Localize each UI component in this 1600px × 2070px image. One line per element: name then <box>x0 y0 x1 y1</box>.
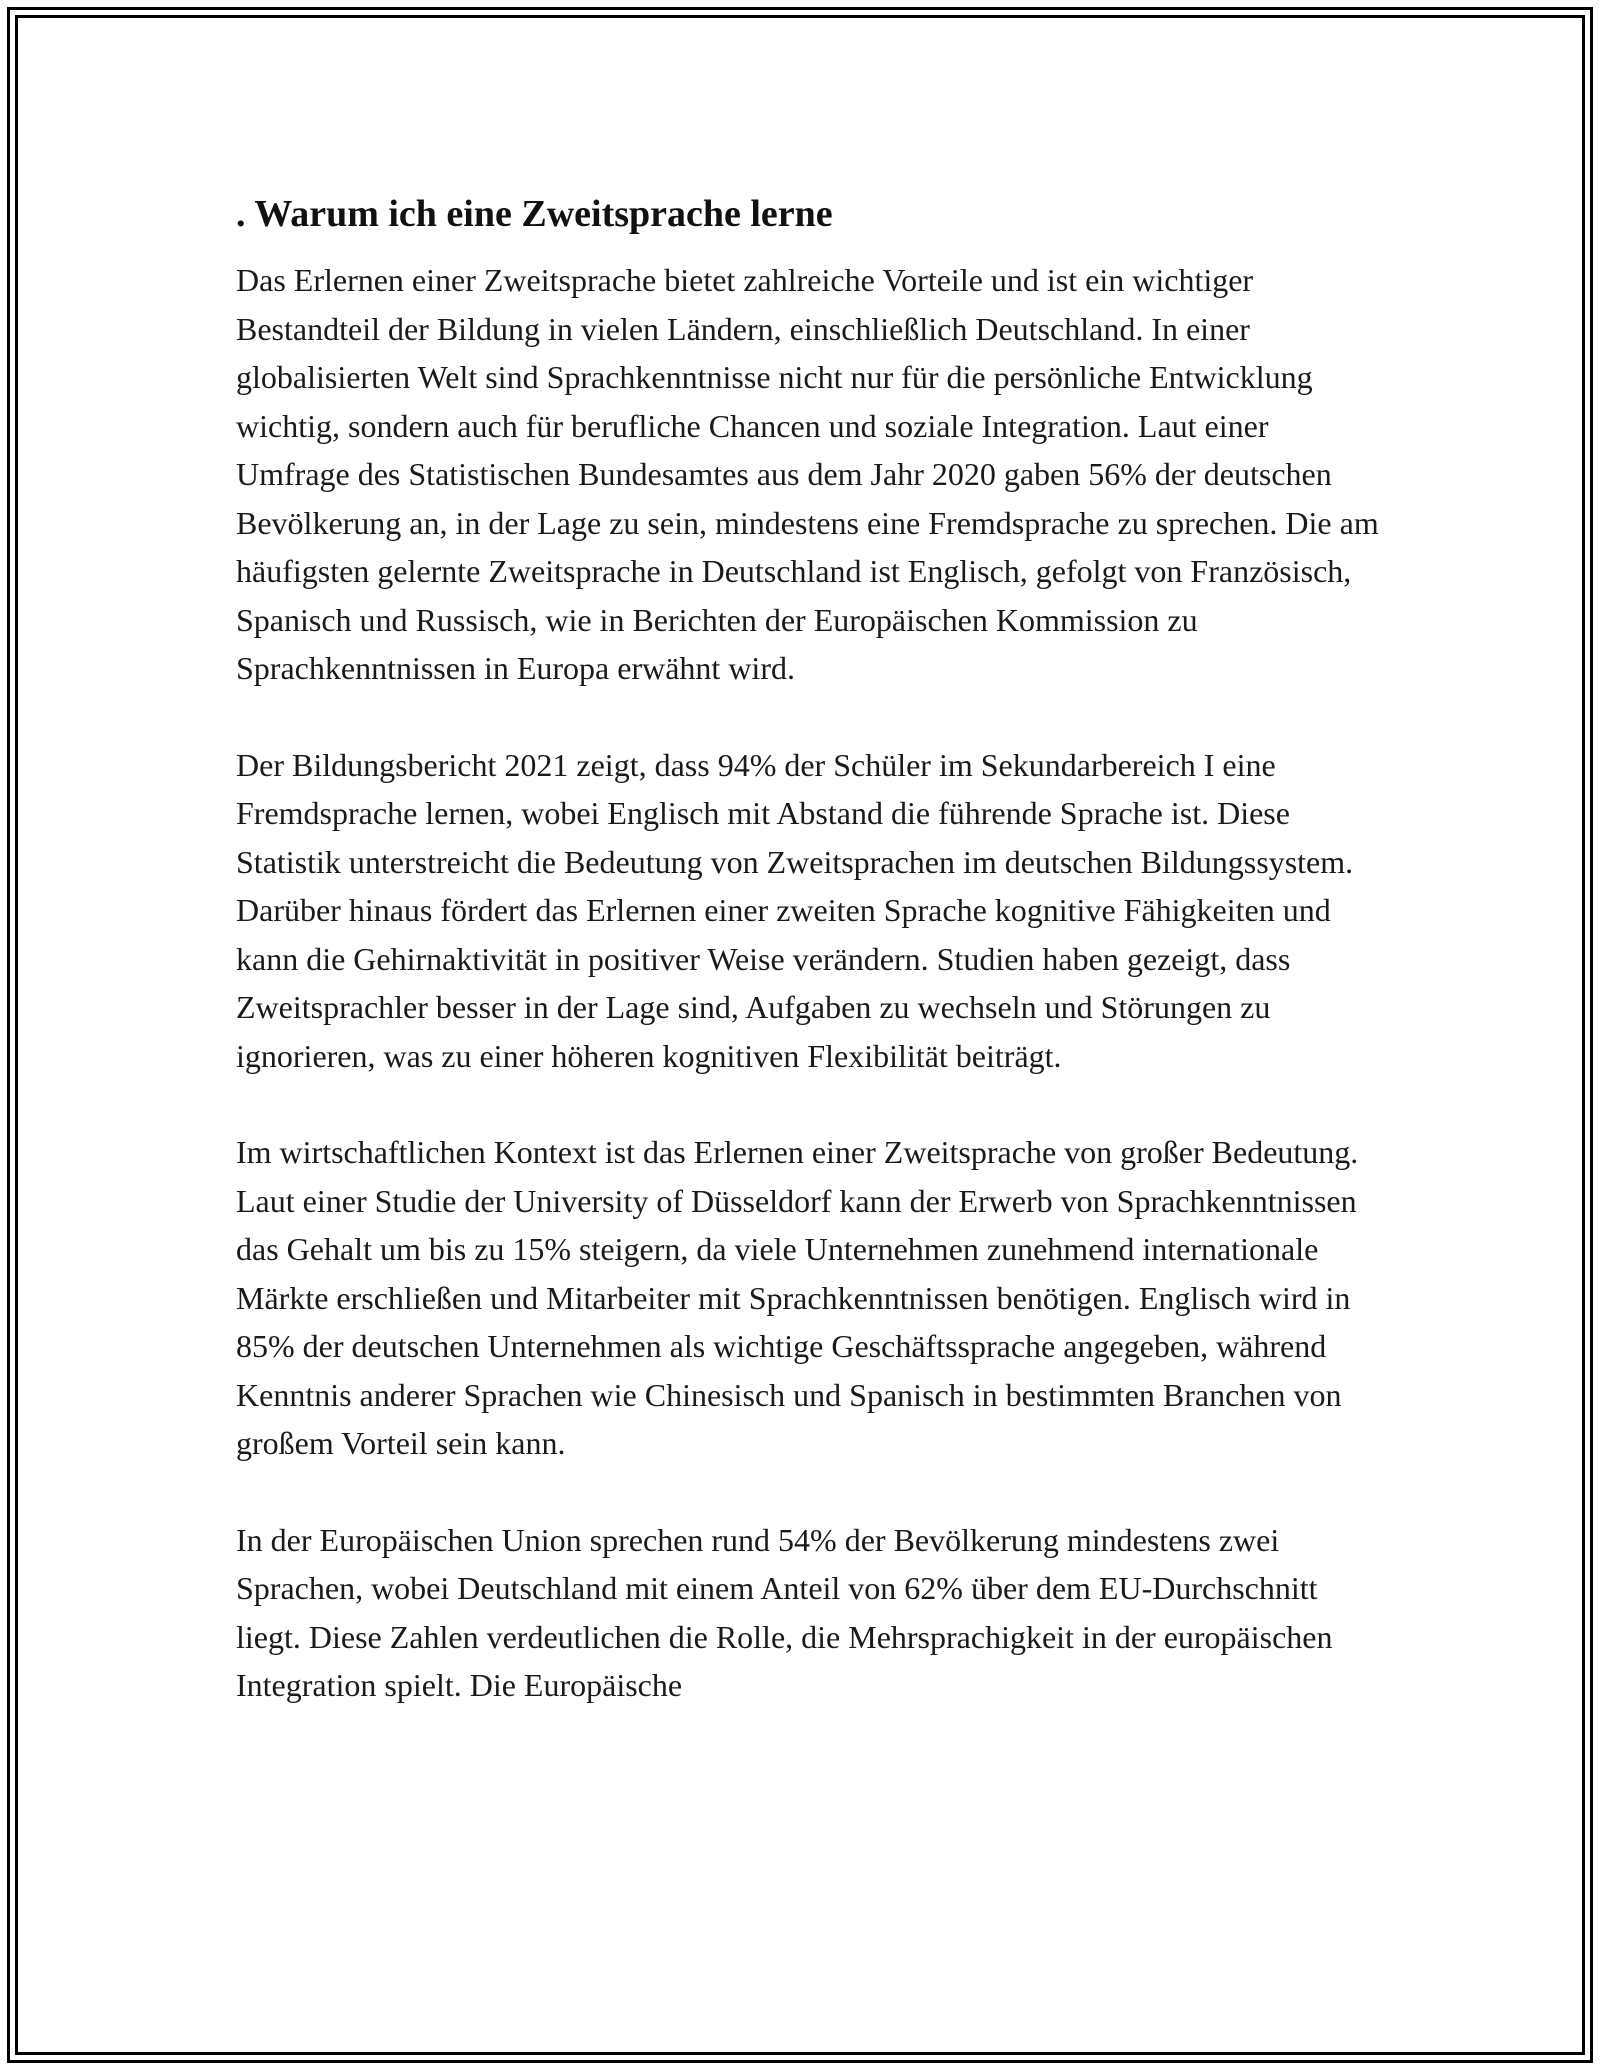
paragraph-3: Im wirtschaftlichen Kontext ist das Erlernen einer Zweitsprache von großer Bedeutung. Laut einer Studie der University of Düsseldorf kann der Erwerb von Sprachkenntnissen das Gehalt um bis zu 15% steigern, da viele Unternehmen zunehmend internationale Märkte erschließen und Mitarbeiter mit Sprachkenntnissen benötigen. Englisch wird in 85% der deutschen Unternehmen als wichtige Geschäftssprache angegeben, während Kenntnis anderer Sprachen wie Chinesisch und Spanisch in bestimmten Branchen von großem Vorteil sein kann. <box>236 1134 1359 1461</box>
paragraph-4: In der Europäischen Union sprechen rund 54% der Bevölkerung mindestens zwei Sprachen, wobei Deutschland mit einem Anteil von 62% über dem EU-Durchschnitt liegt. Diese Zahlen verdeutlichen die Rolle, die Mehrsprachigkeit in der europäischen Integration spielt. Die Europäische <box>236 1521 1333 1703</box>
paragraph-2: Der Bildungsbericht 2021 zeigt, dass 94% der Schüler im Sekundarbereich I eine Fremdsprache lernen, wobei Englisch mit Abstand die führende Sprache ist. Diese Statistik unterstreicht die Bedeutung von Zweitsprachen im deutschen Bildungssystem. Darüber hinaus fördert das Erlernen einer zweiten Sprache kognitive Fähigkeiten und kann die Gehirnaktivität in positiver Weise verändern. Studien haben gezeigt, dass Zweitsprachler besser in der Lage sind, Aufgaben zu wechseln und Störungen zu ignorieren, was zu einer höheren kognitiven Flexibilität beiträgt. <box>236 746 1354 1074</box>
paragraph-1: Das Erlernen einer Zweitsprache bietet zahlreiche Vorteile und ist ein wichtiger Bestandteil der Bildung in vielen Ländern, einschließlich Deutschland. In einer globalisierten Welt sind Sprachkenntnisse nicht nur für die persönliche Entwicklung wichtig, sondern auch für berufliche Chancen und soziale Integration. Laut einer Umfrage des Statistischen Bundesamtes aus dem Jahr 2020 gaben 56% der deutschen Bevölkerung an, in der Lage zu sein, mindestens eine Fremdsprache zu sprechen. Die am häufigsten gelernte Zweitsprache in Deutschland ist Englisch, gefolgt von Französisch, Spanisch und Russisch, wie in Berichten der Europäischen Kommission zu Sprachkenntnissen in Europa erwähnt wird. <box>236 262 1379 686</box>
document-body <box>236 186 1386 1758</box>
section-heading: . Warum ich eine Zweitsprache lerne <box>236 193 833 235</box>
